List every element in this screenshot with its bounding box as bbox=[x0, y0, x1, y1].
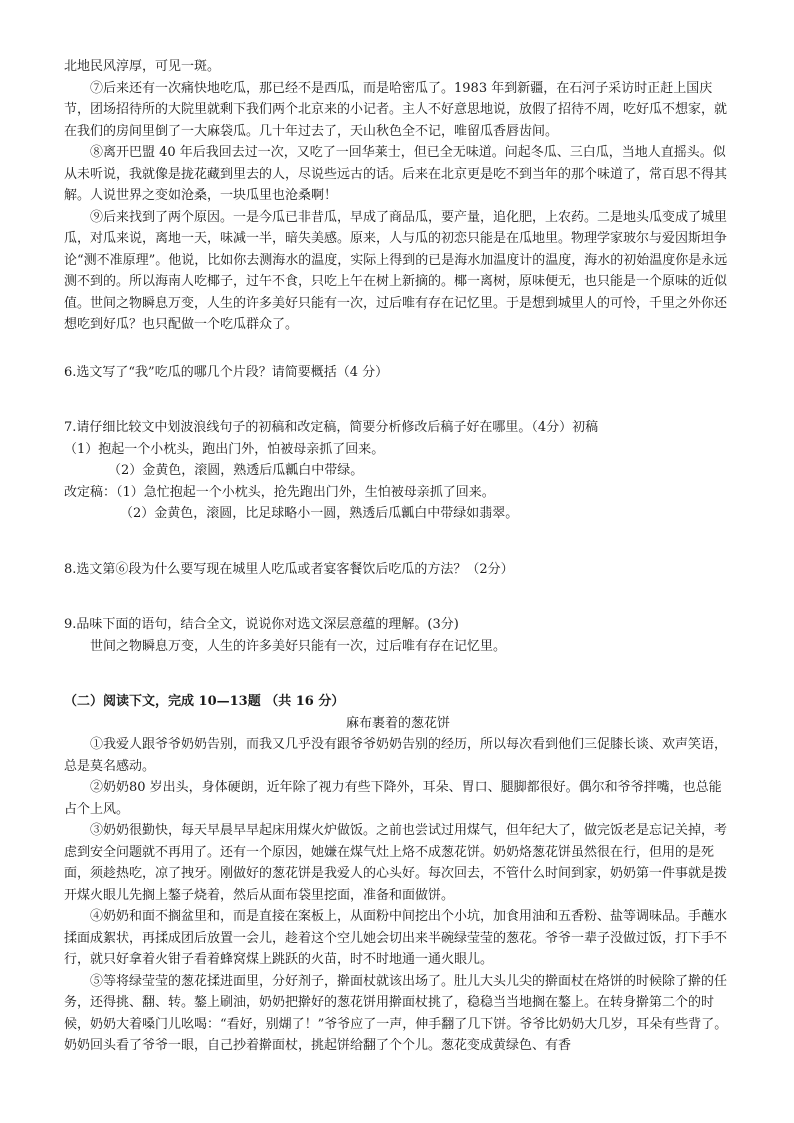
question-7-draft-1: （1）抱起一个小枕头，跑出门外，怕被母亲抓了回来。 bbox=[64, 441, 385, 457]
section-2-heading: （二）阅读下文，完成 10—13题 （共 16 分） bbox=[64, 694, 345, 709]
passage1-paragraph-8: ⑧离开巴盟 40 年后我回去过一次，又吃了一回华莱士，但已全无味道。问起冬瓜、三白瓜，当地人直摇头。似从未听说，我就像是拢花藏到里去的人，尽说些远古的话。后来在北京更是吃不到当年的那个味道了，常百思不得其解。人说世界之变如沧桑，一块瓜里也沧桑啊！ bbox=[64, 145, 728, 203]
question-7-revised-label: 改定稿： bbox=[64, 484, 117, 500]
question-8: 8.选文第⑥段为什么要写现在城里人吃瓜或者宴客餐饮后吃瓜的方法？（2分） bbox=[64, 561, 514, 577]
question-7-revised-1: （1）急忙抱起一个小枕头，抢先跑出门外，生怕被母亲抓了回来。 bbox=[116, 484, 495, 500]
question-9-quote: 世间之物瞬息万变，人生的许多美好只能有一次，过后唯有存在记忆里。 bbox=[90, 638, 507, 654]
question-7: 7.请仔细比较文中划波浪线句子的初稿和改定稿，简要分析修改后稿子好在哪里。（4分）初稿 bbox=[64, 420, 599, 435]
section-2-paragraph-1: ①我爱人跟爷爷奶奶告别，而我又几乎没有跟爷爷奶奶告别的经历，所以每次看到他们三促膝长谈、欢声笑语，总是莫名感动。 bbox=[64, 737, 728, 774]
passage1-line-1: 北地民风淳厚，可见一斑。 bbox=[64, 59, 221, 74]
question-7-draft-2: （2）金黄色，滚圆，熟透后瓜瓤白中带绿。 bbox=[108, 463, 364, 478]
section-2-title: 麻布裹着的葱花饼 bbox=[345, 715, 450, 731]
answer-space-9 bbox=[64, 657, 732, 691]
question-7-revised-1-line bbox=[64, 482, 732, 504]
document-content bbox=[64, 56, 732, 1057]
section-2-paragraph-3: ③奶奶很勤快，每天早晨早早起床用煤火炉做饭。之前也尝试过用煤气，但年纪大了，做完饭老是忘记关掉，考虑到安全问题就不再用了。还有一个原因，她嫌在煤气灶上烙不成葱花饼。奶奶烙葱花饼虽然很在行，但用的是死面，须趁热吃，凉了拽牙。刚做好的葱花饼是我爱人的心头好。每次回去，不管什么时间到家，奶奶第一件事就是拨开煤火眼儿先搁上鏊子烧着，然后从面布袋里挖面，准备和面做饼。 bbox=[64, 823, 728, 903]
section-2-paragraph-2: ②奶奶80 岁出头，身体硬朗，近年除了视力有些下降外，耳朵、胃口、腿脚都很好。偶尔和爷爷拌嘴，也总能占个上风。 bbox=[64, 780, 722, 817]
question-9: 9.品味下面的语句，结合全文，说说你对选文深层意蕴的理解。(3分) bbox=[64, 617, 459, 632]
question-6: 6.选文写了“我”吃瓜的哪几个片段？请简要概括（4 分） bbox=[64, 364, 389, 380]
section-2-paragraph-5: ⑤等将绿莹莹的葱花揉进面里，分好剂子，擀面杖就该出场了。肚儿大头儿尖的擀面杖在烙饼的时候除了擀的任务，还得挑、翻、转。鏊上刷油，奶奶把擀好的葱花饼用擀面杖挑了，稳稳当当地搁在鏊上。在转身擀第二个的时候，奶奶大着嗓门儿吆喝：“看好，别煳了！”爷爷应了一声，伸手翻了几下饼。爷爷比奶奶大几岁，耳朵有些背了。奶奶回头看了爷爷一眼，自己抄着擀面杖，挑起饼给翻了个个儿。葱花变成黄绿色、有香 bbox=[64, 973, 728, 1053]
answer-space-6 bbox=[64, 383, 732, 417]
spacer bbox=[64, 336, 732, 362]
question-7-revised-2: （2）金黄色，滚圆，比足球略小一圆，熟透后瓜瓤白中带绿如翡翠。 bbox=[120, 506, 519, 521]
section-2-paragraph-4: ④奶奶和面不搁盆里和，而是直接在案板上，从面粉中间挖出个小坑，加食用油和五香粉、盐等调味品。手蘸水揉面成絮状，再揉成团后放置一会儿，趁着这个空儿她会切出来半碗绿莹莹的葱花。爷爷一辈子没做过饭，打下手不行，就只好拿着火钳子看着蜂窝煤上跳跃的火苗，时不时地通一通火眼儿。 bbox=[64, 909, 728, 967]
passage1-paragraph-7: ⑦后来还有一次痛快地吃瓜，那已经不是西瓜，而是哈密瓜了。1983 年到新疆，在石河子采访时正赶上国庆节，团场招待所的大院里就剩下我们两个北京来的小记者。主人不好意思地说，放假了招待不周，吃好瓜不想家，就在我们的房间里倒了一大麻袋瓜。几十年过去了，天山秋色全不记，唯留瓜香唇齿间。 bbox=[64, 80, 728, 139]
answer-space-8 bbox=[64, 580, 732, 614]
answer-space-7 bbox=[64, 525, 732, 559]
passage1-paragraph-9: ⑨后来找到了两个原因。一是今瓜已非昔瓜，早成了商品瓜，要产量，追化肥，上农药。二是地头瓜变成了城里瓜，对瓜来说，离地一天，味减一半，暗失美感。原来，人与瓜的初恋只能是在瓜地里。物理学家玻尔与爱因斯坦争论“测不准原理”。他说，比如你去测海水的温度，实际上得到的已是海水加温度计的温度，海水的初始温度你是永远测不到的。所以海南人吃椰子，过午不食，只吃上午在树上新摘的。椰一离树，原味便无，也只能是一个原味的近似值。世间之物瞬息万变，人生的许多美好只能有一次，过后唯有存在记忆里。于是想到城里人的可怜，千里之外你还想吃到好瓜？也只配做一个吃瓜群众了。 bbox=[64, 209, 728, 332]
